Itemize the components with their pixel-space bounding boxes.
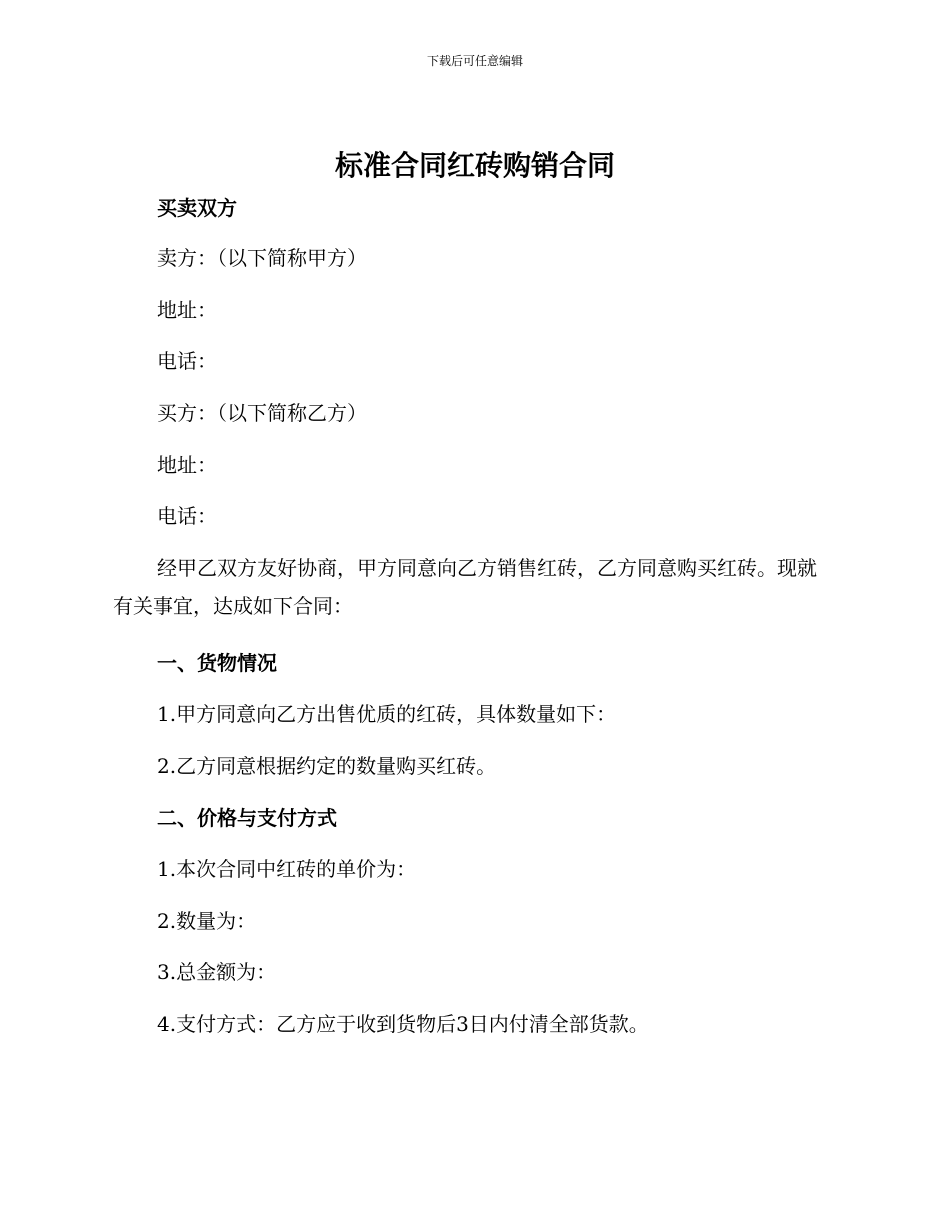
buyer-phone: 电话： — [157, 504, 217, 528]
section2-item-3: 3.总金额为： — [157, 960, 277, 984]
section1-item-2: 2.乙方同意根据约定的数量购买红砖。 — [157, 754, 497, 778]
intro-paragraph: 经甲乙双方友好协商，甲方同意向乙方销售红砖，乙方同意购买红砖。现就有关事宜，达成如下合同： — [113, 556, 817, 618]
document-title: 标准合同红砖购销合同 — [334, 149, 615, 182]
section1-item-1: 1.甲方同意向乙方出售优质的红砖，具体数量如下： — [157, 702, 617, 726]
section2-item-4: 4.支付方式：乙方应于收到货物后3日内付清全部货款。 — [157, 1012, 649, 1036]
page-header-note: 下载后可任意编辑 — [426, 54, 523, 68]
seller-phone: 电话： — [157, 349, 217, 373]
seller-line: 卖方：（以下简称甲方） — [157, 246, 367, 270]
seller-address: 地址： — [157, 298, 217, 322]
parties-heading: 买卖双方 — [157, 196, 237, 220]
buyer-address: 地址： — [157, 453, 217, 477]
section2-heading: 二、价格与支付方式 — [157, 806, 337, 830]
section2-item-2: 2.数量为： — [157, 909, 257, 933]
section2-item-1: 1.本次合同中红砖的单价为： — [157, 857, 417, 881]
buyer-line: 买方：（以下简称乙方） — [157, 401, 367, 425]
section1-heading: 一、货物情况 — [157, 651, 277, 675]
